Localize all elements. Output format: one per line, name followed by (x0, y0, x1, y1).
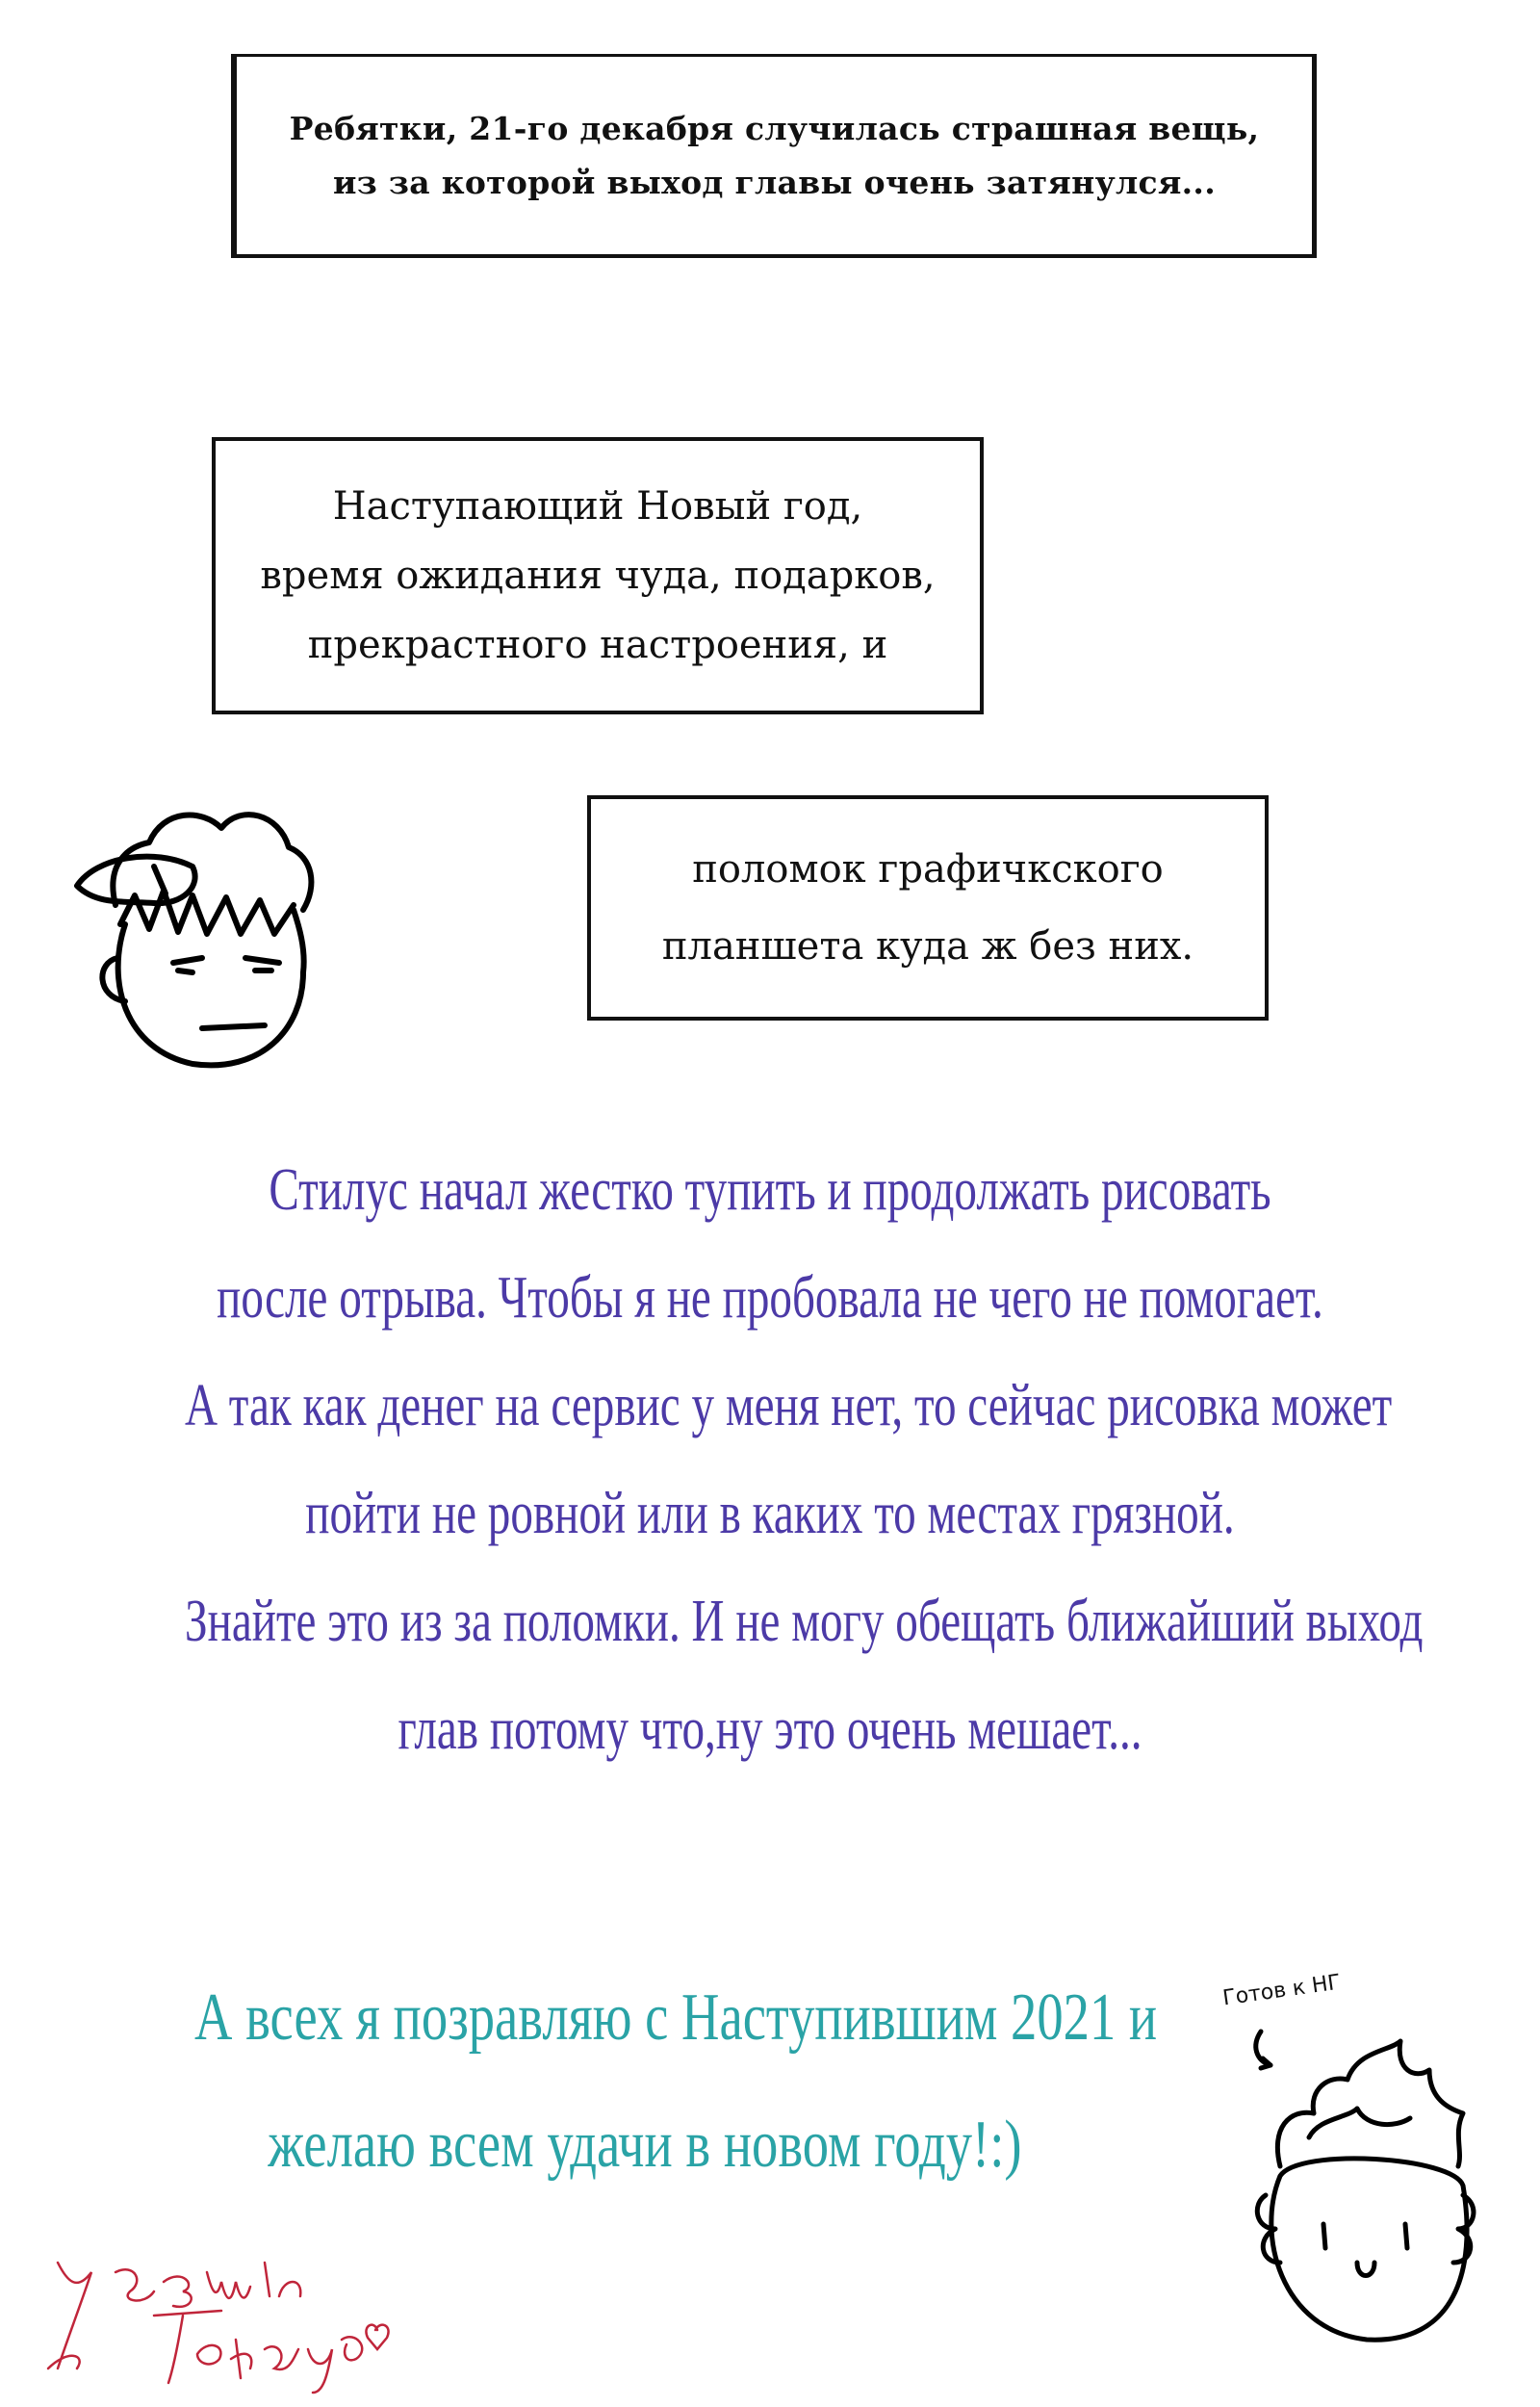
greeting-line-1: А всех я позравляю с Наступившим 2021 и (194, 1980, 1158, 2055)
message-line-1: Стилус начал жестко тупить и продолжать рисовать (269, 1157, 1271, 1223)
greeting-line-2: желаю всем удачи в новом году!:) (268, 2108, 1022, 2182)
breakdown-line-2: планшета куда ж без них. (661, 924, 1194, 969)
notice-line-1: Ребятки, 21-го декабря случилась страшная вещь, (289, 109, 1260, 147)
happy-face-doodle-icon (1222, 2022, 1511, 2368)
notice-box (231, 54, 1317, 258)
message-line-2: после отрыва. Чтобы я не пробовала не чего не помогает. (217, 1265, 1323, 1331)
new-year-greeting (67, 1954, 1222, 2209)
breakdown-box (587, 795, 1269, 1021)
newyear-line-2: время ожидания чуда, подарков, (260, 554, 936, 598)
message-line-3: А так как денег на сервис у меня нет, то сейчас рисовка может (185, 1373, 1393, 1438)
newyear-line-3: прекрастного настроения, и (307, 623, 888, 667)
message-line-5: Знайте это из за поломки. И не могу обещать ближайший выход (185, 1589, 1424, 1654)
breakdown-line-1: поломок графичкского (692, 847, 1164, 892)
notice-line-2: из за которой выход главы очень затянулся... (332, 163, 1216, 201)
newyear-box (212, 437, 984, 714)
message-line-4: пойти не ровной или в каких то местах грязной. (305, 1481, 1235, 1546)
signature (38, 2224, 404, 2397)
newyear-line-1: Наступающий Новый год, (332, 484, 863, 529)
grumpy-face-doodle-icon (58, 789, 346, 1098)
ready-for-new-year-label: Готов к НГ (1220, 1970, 1343, 2011)
stylus-message (0, 1136, 1540, 1783)
message-line-6: глав потому что,ну это очень мешает... (398, 1696, 1142, 1762)
